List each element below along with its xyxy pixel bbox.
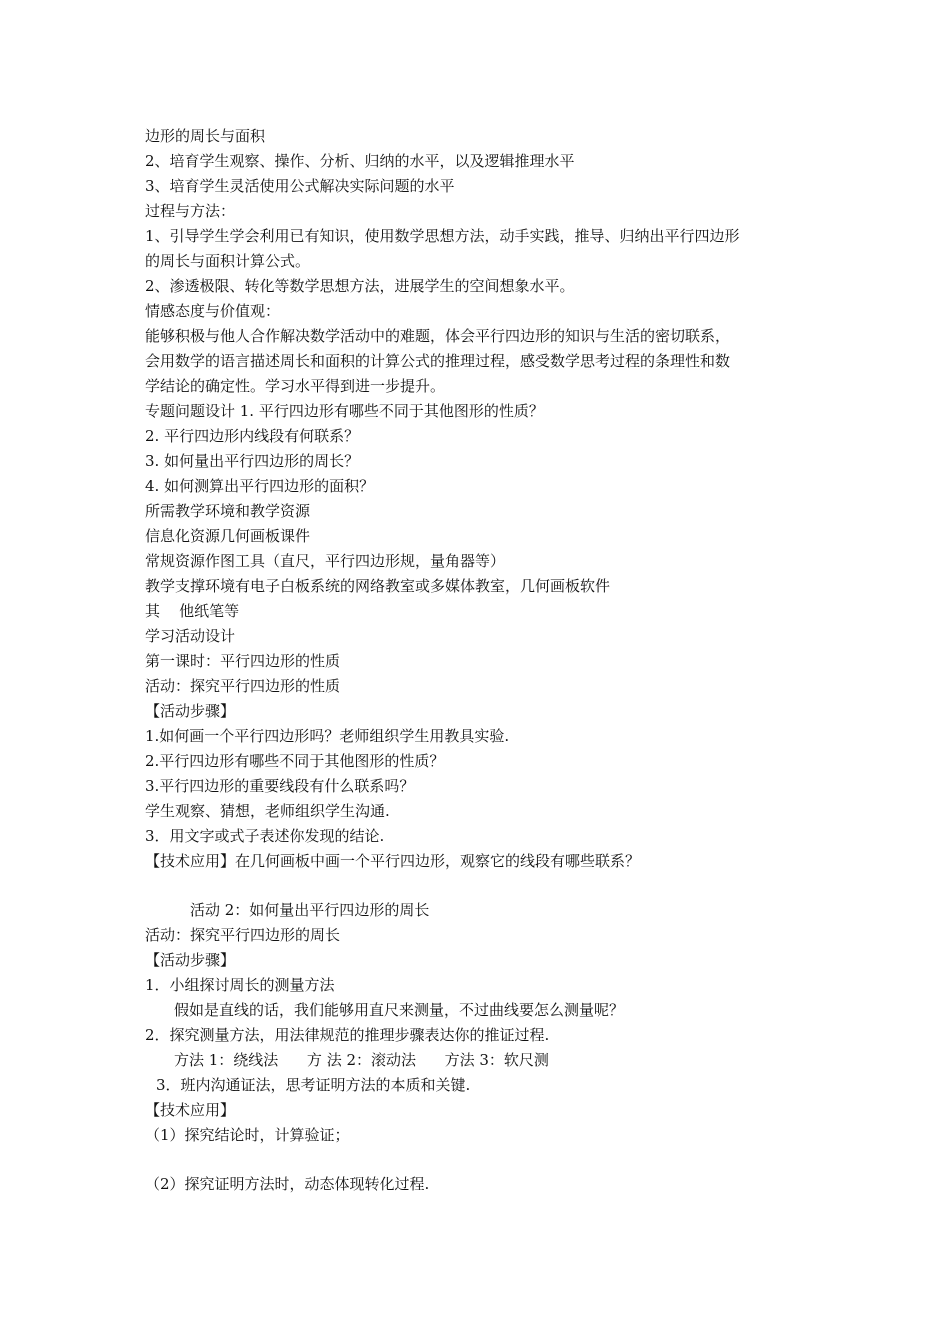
text-line: 的周长与面积计算公式。 bbox=[145, 252, 311, 270]
text-line: 其 他纸笔等 bbox=[145, 602, 240, 620]
text-line: 活动：探究平行四边形的性质 bbox=[145, 677, 341, 695]
text-line: 1.如何画一个平行四边形吗？老师组织学生用教具实验. bbox=[145, 727, 510, 745]
text-line: 【活动步骤】 bbox=[145, 951, 236, 969]
text-line: 方法 1：绕线法 方 法 2：滚动法 方法 3：软尺测 bbox=[174, 1051, 549, 1069]
section-heading: 学习活动设计 bbox=[145, 627, 236, 645]
text-line: 第一课时：平行四边形的性质 bbox=[145, 652, 341, 670]
text-line: 2．探究测量方法，用法律规范的推理步骤表达你的推证过程. bbox=[145, 1026, 550, 1044]
text-line: （1）探究结论时，计算验证； bbox=[145, 1126, 350, 1144]
text-line: 2. 平行四边形内线段有何联系？ bbox=[145, 427, 360, 445]
section-heading: 活动 2：如何量出平行四边形的周长 bbox=[190, 901, 430, 919]
text-line: 教学支撑环境有电子白板系统的网络教室或多媒体教室，几何画板软件 bbox=[145, 577, 611, 595]
section-heading: 过程与方法： bbox=[145, 202, 236, 220]
text-line: 1、引导学生学会利用已有知识，使用数学思想方法，动手实践，推导、归纳出平行四边形 bbox=[145, 227, 740, 245]
text-line: 专题问题设计 1. 平行四边形有哪些不同于其他图形的性质？ bbox=[145, 402, 544, 420]
text-line: 能够积极与他人合作解决数学活动中的难题，体会平行四边形的知识与生活的密切联系， bbox=[145, 327, 731, 345]
text-line: 1．小组探讨周长的测量方法 bbox=[145, 976, 335, 994]
text-line: 2、培育学生观察、操作、分析、归纳的水平，以及逻辑推理水平 bbox=[145, 152, 575, 170]
text-line: 【技术应用】 bbox=[145, 1101, 236, 1119]
text-line: 信息化资源几何画板课件 bbox=[145, 527, 311, 545]
text-line: 2.平行四边形有哪些不同于其他图形的性质？ bbox=[145, 752, 445, 770]
text-line: 常规资源作图工具（直尺，平行四边形规，量角器等） bbox=[145, 552, 506, 570]
text-line: 3、培育学生灵活使用公式解决实际问题的水平 bbox=[145, 177, 455, 195]
text-line: 所需教学环境和教学资源 bbox=[145, 502, 311, 520]
text-line: 4. 如何测算出平行四边形的面积？ bbox=[145, 477, 375, 495]
text-line: 边形的周长与面积 bbox=[145, 127, 266, 145]
text-line: 【技术应用】在几何画板中画一个平行四边形，观察它的线段有哪些联系？ bbox=[145, 852, 641, 870]
text-line: 会用数学的语言描述周长和面积的计算公式的推理过程，感受数学思考过程的条理性和数 bbox=[145, 352, 731, 370]
text-line: 3．班内沟通证法，思考证明方法的本质和关键. bbox=[156, 1076, 471, 1094]
text-line: 学生观察、猜想，老师组织学生沟通. bbox=[145, 802, 390, 820]
text-line: 【活动步骤】 bbox=[145, 702, 236, 720]
text-line: 3.平行四边形的重要线段有什么联系吗？ bbox=[145, 777, 415, 795]
text-line: 2、渗透极限、转化等数学思想方法，进展学生的空间想象水平。 bbox=[145, 277, 575, 295]
text-line: 假如是直线的话，我们能够用直尺来测量，不过曲线要怎么测量呢？ bbox=[174, 1001, 625, 1019]
text-line: 3. 如何量出平行四边形的周长？ bbox=[145, 452, 360, 470]
text-line: （2）探究证明方法时，动态体现转化过程. bbox=[145, 1175, 430, 1193]
text-line: 活动：探究平行四边形的周长 bbox=[145, 926, 341, 944]
text-line: 3．用文字或式子表述你发现的结论. bbox=[145, 827, 385, 845]
section-heading: 情感态度与价值观： bbox=[145, 302, 281, 320]
text-line: 学结论的确定性。学习水平得到进一步提升。 bbox=[145, 377, 446, 395]
